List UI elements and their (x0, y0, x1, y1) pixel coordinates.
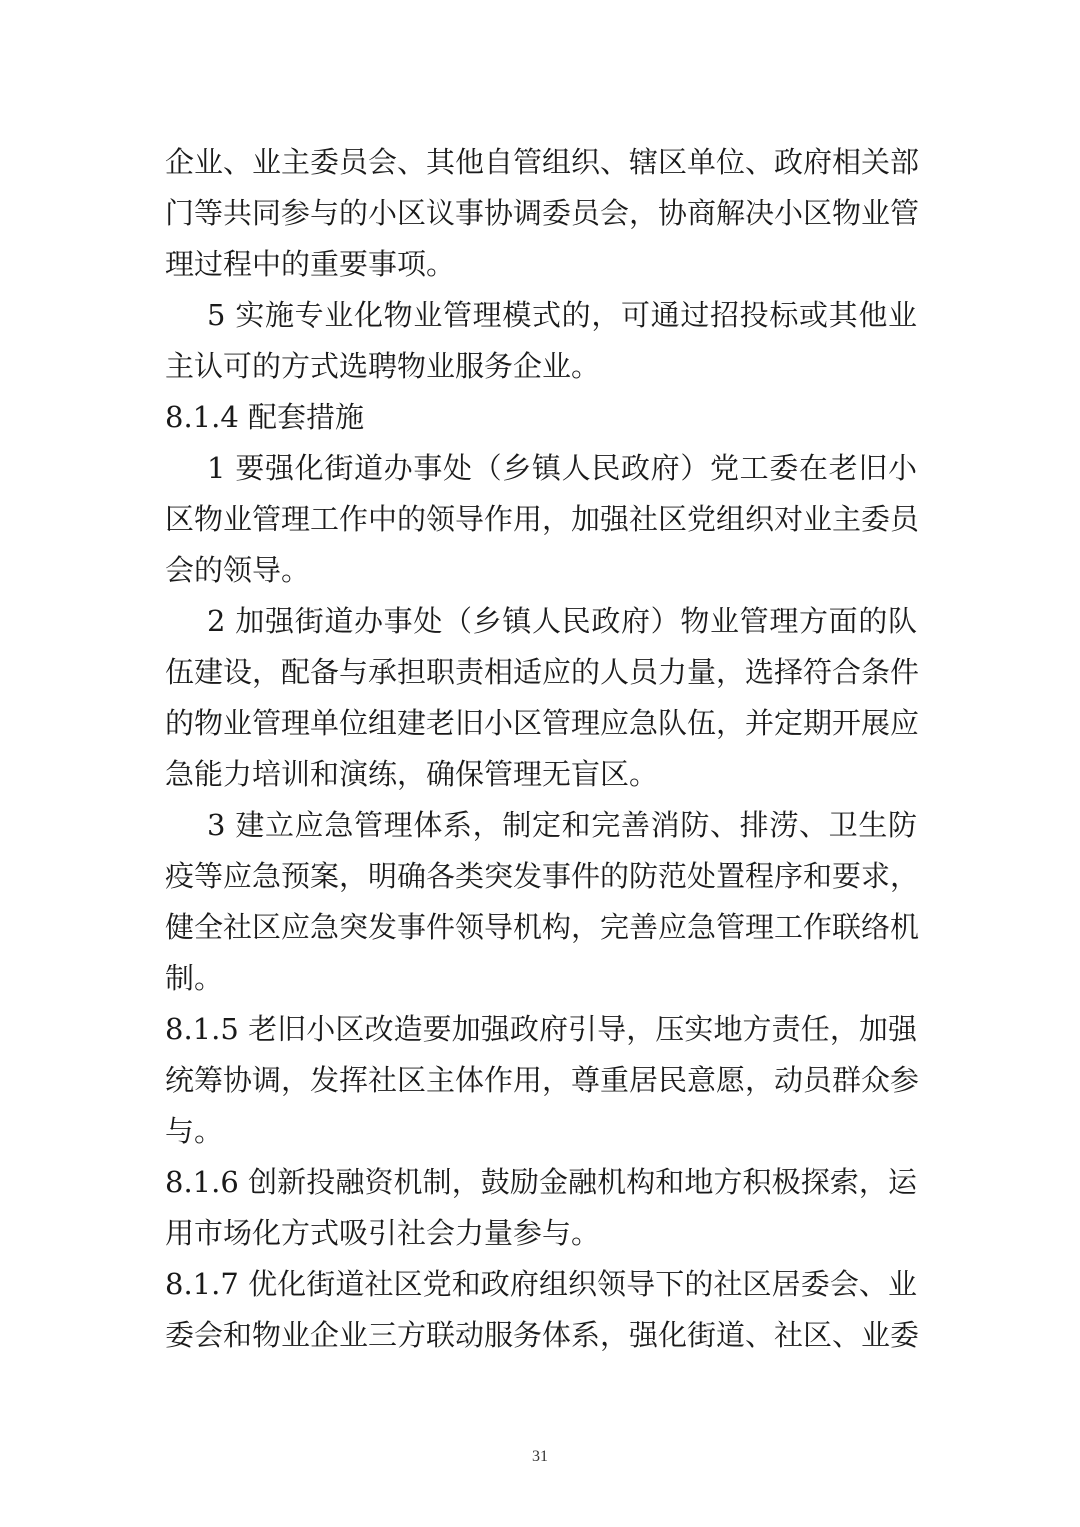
clause-text-line: 8.1.5 老旧小区改造要加强政府引导，压实地方责任，加强 (165, 1012, 917, 1046)
body-text-line: 与。 (165, 1114, 224, 1148)
page-number: 31 (532, 1448, 548, 1465)
body-text-line: 主认可的方式选聘物业服务企业。 (165, 349, 601, 383)
body-text-line: 门等共同参与的小区议事协调委员会，协商解决小区物业管 (165, 196, 920, 230)
body-text-line: 疫等应急预案，明确各类突发事件的防范处置程序和要求， (165, 859, 920, 893)
body-text-line: 的物业管理单位组建老旧小区管理应急队伍，并定期开展应 (165, 706, 920, 740)
body-text-line: 区物业管理工作中的领导作用，加强社区党组织对业主委员 (165, 502, 920, 536)
body-text-line: 统筹协调，发挥社区主体作用，尊重居民意愿，动员群众参 (165, 1063, 920, 1097)
body-text-line: 伍建设，配备与承担职责相适应的人员力量，选择符合条件 (165, 655, 920, 689)
body-text-line: 企业、业主委员会、其他自管组织、辖区单位、政府相关部 (165, 145, 920, 179)
body-text-line: 1 要强化街道办事处（乡镇人民政府）党工委在老旧小 (207, 451, 917, 485)
body-text-line: 健全社区应急突发事件领导机构，完善应急管理工作联络机 (165, 910, 920, 944)
clause-text-line: 8.1.6 创新投融资机制，鼓励金融机构和地方积极探索，运 (165, 1165, 917, 1199)
body-text-line: 用市场化方式吸引社会力量参与。 (165, 1216, 601, 1250)
section-heading: 8.1.4 配套措施 (165, 400, 365, 434)
body-text-line: 5 实施专业化物业管理模式的，可通过招投标或其他业 (207, 298, 917, 332)
body-text-line: 委会和物业企业三方联动服务体系，强化街道、社区、业委 (165, 1318, 920, 1352)
body-text-line: 急能力培训和演练，确保管理无盲区。 (165, 757, 659, 791)
body-text-line: 3 建立应急管理体系，制定和完善消防、排涝、卫生防 (207, 808, 917, 842)
clause-text-line: 8.1.7 优化街道社区党和政府组织领导下的社区居委会、业 (165, 1267, 917, 1301)
body-text-line: 会的领导。 (165, 553, 311, 587)
body-text-line: 2 加强街道办事处（乡镇人民政府）物业管理方面的队 (207, 604, 917, 638)
body-text-line: 制。 (165, 961, 224, 995)
body-text-line: 理过程中的重要事项。 (165, 247, 456, 281)
